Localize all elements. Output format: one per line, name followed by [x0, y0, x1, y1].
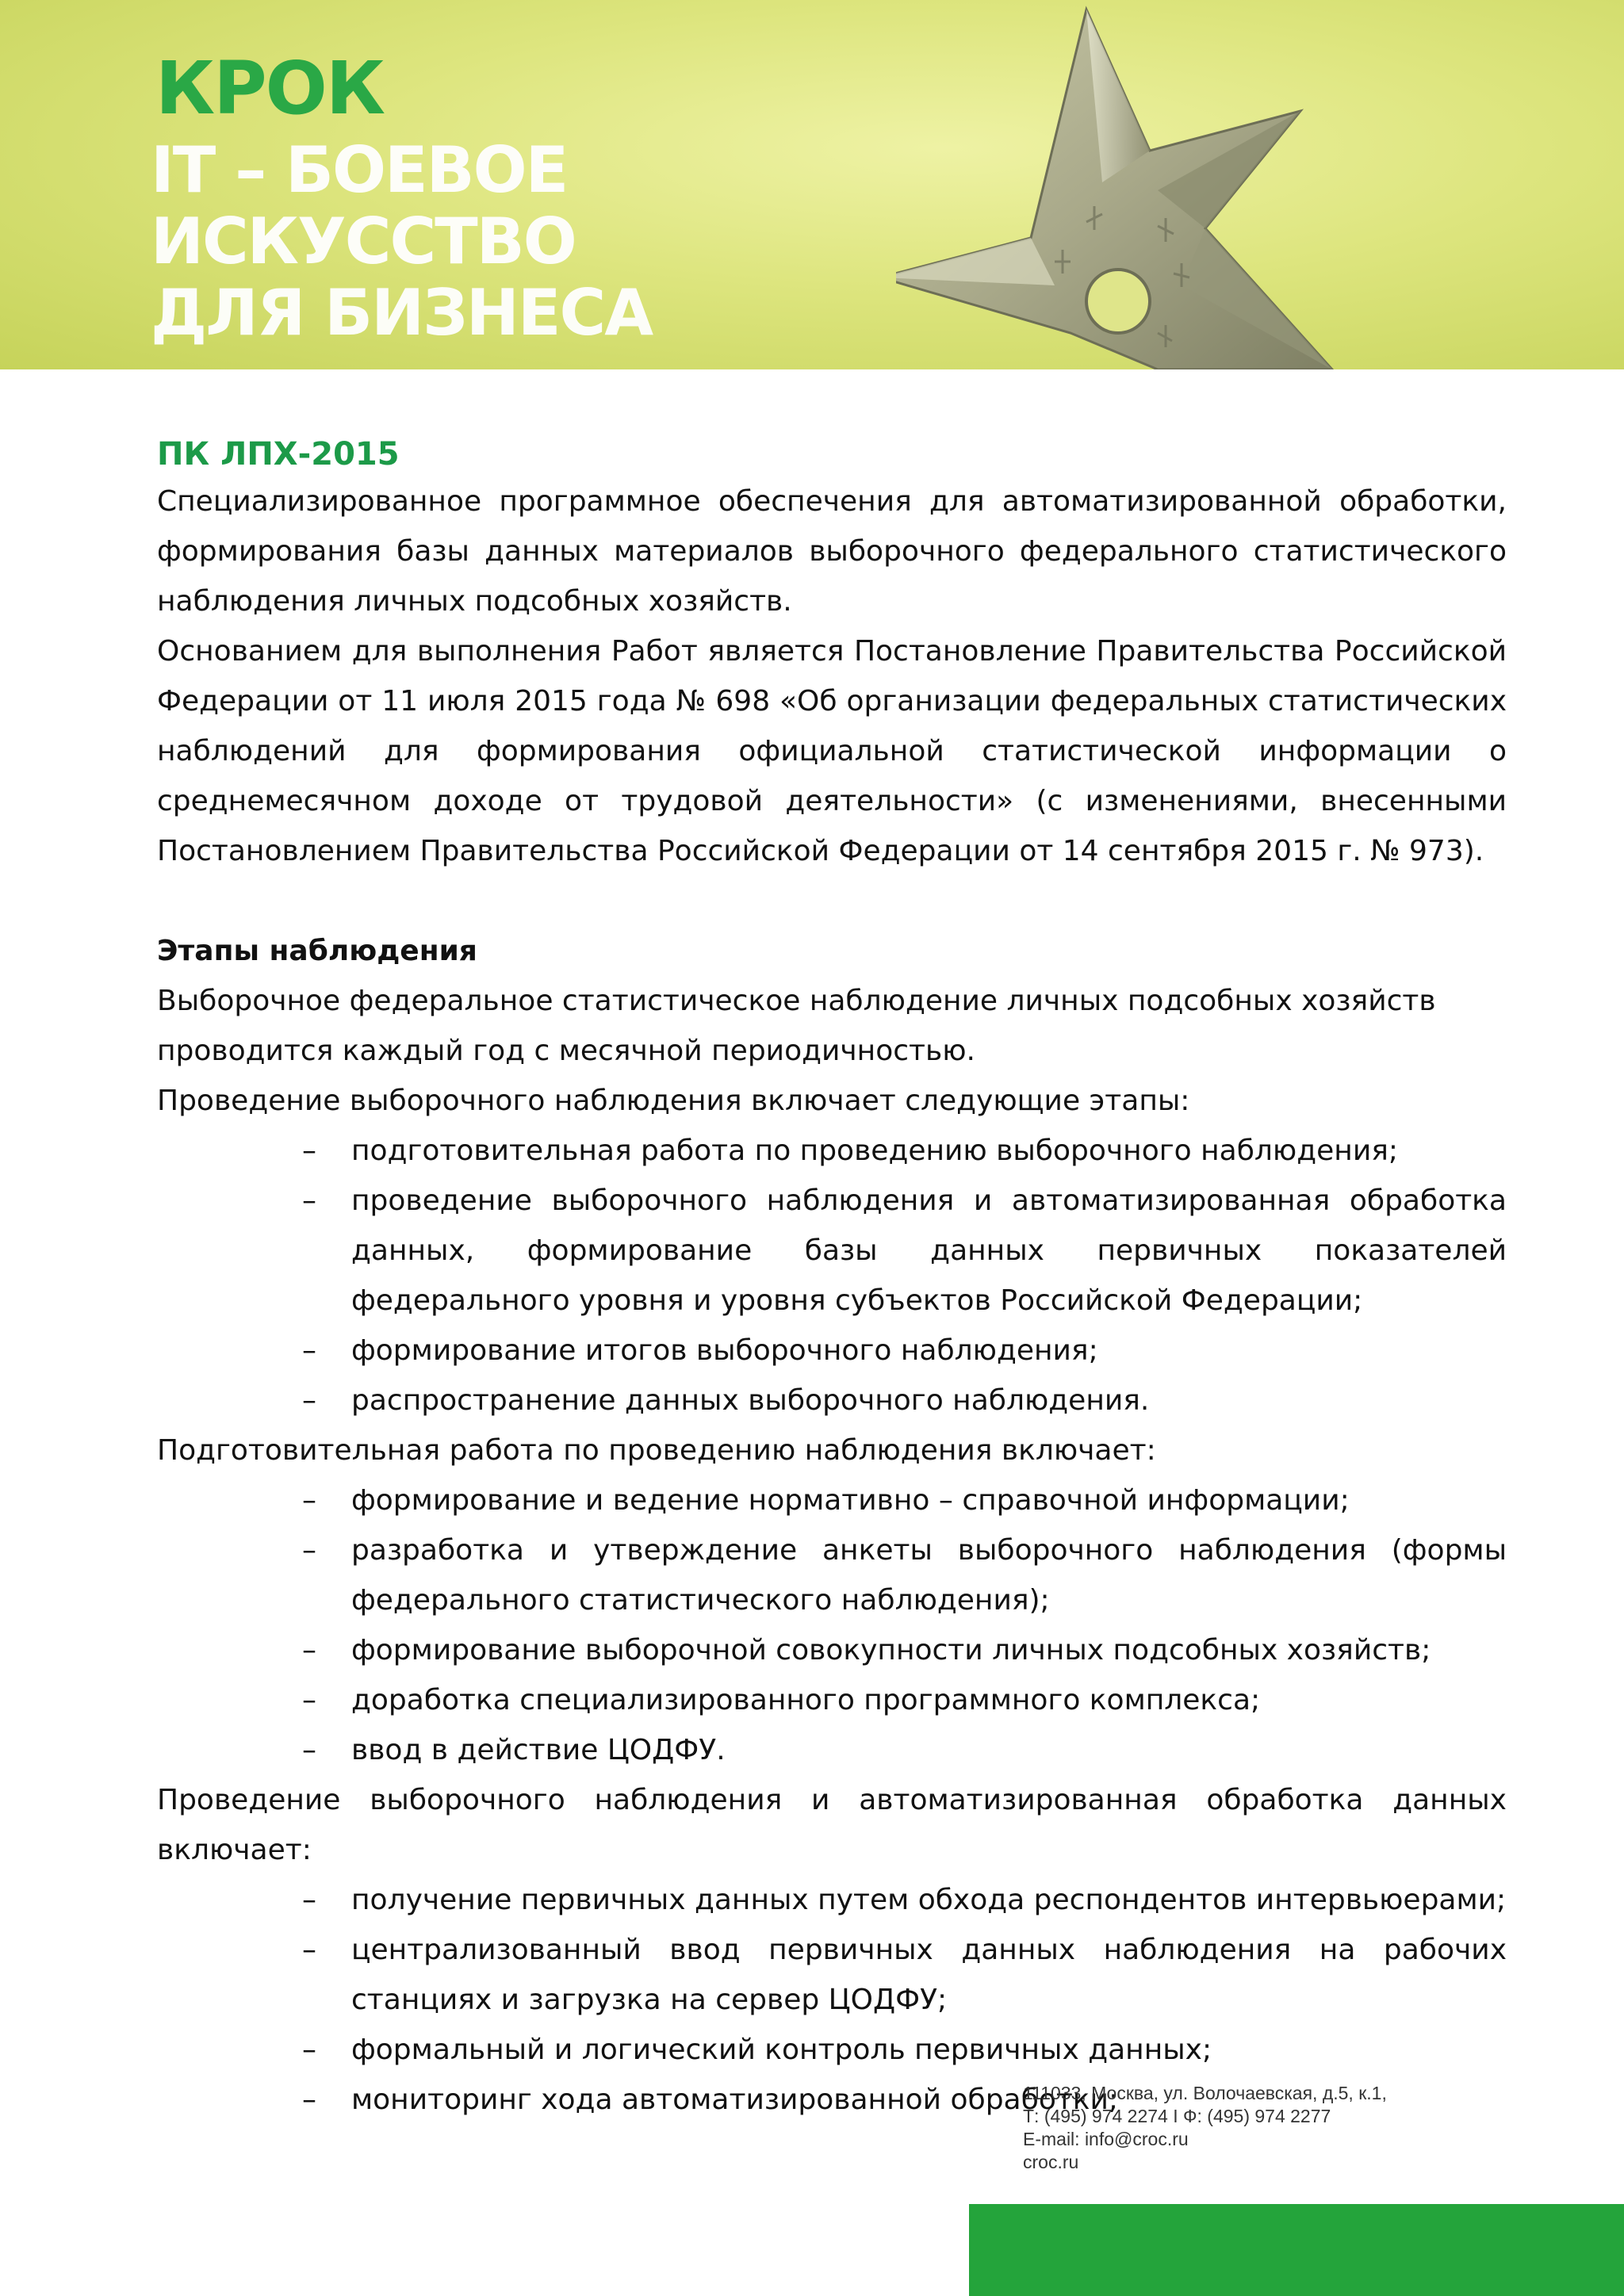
list-item: – получение первичных данных путем обхода респондентов интервьюерами;: [351, 1875, 1507, 1925]
slogan: [151, 135, 652, 349]
email-link[interactable]: E-mail: info@croc.ru: [1023, 2129, 1189, 2149]
prep-list: [157, 1475, 1507, 1775]
list-item: – формирование и ведение нормативно – справочной информации;: [351, 1475, 1507, 1525]
shuriken-illustration: [896, 0, 1624, 369]
contact-block: [1023, 2082, 1387, 2174]
document-title: ПК ЛПХ-2015: [157, 436, 400, 473]
intro-paragraph-1: Специализированное программное обеспечения для автоматизированной обработки, формирования базы данных материалов выборочного федерального статистического наблюдения личных подсобных хозяйств.: [157, 485, 1507, 618]
slogan-line-2: ИСКУССТВО: [151, 205, 576, 278]
footer-green-bar: [969, 2204, 1624, 2296]
prep-intro: Подготовительная работа по проведению наблюдения включает:: [157, 1434, 1156, 1467]
section-paragraph-3: Проведение выборочного наблюдения включает следующие этапы:: [157, 1085, 1190, 1117]
section-paragraph-2: проводится каждый год с месячной периодичностью.: [157, 1035, 975, 1067]
slogan-line-1: IT – БОЕВОЕ: [151, 133, 568, 207]
list-item: – мониторинг хода автоматизированной обработки;: [351, 2075, 1507, 2125]
postal-address: 111033, Москва, ул. Волочаевская, д.5, к.1,: [1023, 2083, 1387, 2103]
list-item: – формирование выборочной совокупности личных подсобных хозяйств;: [351, 1625, 1507, 1675]
intro-paragraph-2: Основанием для выполнения Работ является Постановление Правительства Российской Федерации от 11 июля 2015 года № 698 «Об организации федеральных статистических наблюдений для формирования официальной статистической информации о среднемесячном доходе от трудовой деятельности» (с изменениями, внесенными Постановлением Правительства Российской Федерации от 14 сентября 2015 г. № 973).: [157, 635, 1507, 867]
section-title-stages: Этапы наблюдения: [157, 935, 477, 967]
header-banner: [0, 0, 1624, 369]
phone-fax: Т: (495) 974 2274 I Ф: (495) 974 2277: [1023, 2106, 1331, 2126]
document-body: [157, 432, 1507, 2125]
section-paragraph-1: Выборочное федеральное статистическое наблюдение личных подсобных хозяйств: [157, 985, 1436, 1017]
slogan-line-3: ДЛЯ БИЗНЕСА: [151, 276, 653, 350]
list-item: – разработка и утверждение анкеты выборочного наблюдения (формы федерального статистического наблюдения);: [351, 1525, 1507, 1625]
list-item: – централизованный ввод первичных данных наблюдения на рабочих станциях и загрузка на сервер ЦОДФУ;: [351, 1925, 1507, 2025]
list-item: – формальный и логический контроль первичных данных;: [351, 2025, 1507, 2075]
list-item: – формирование итогов выборочного наблюдения;: [351, 1326, 1507, 1376]
process-intro: Проведение выборочного наблюдения и автоматизированная обработка данных включает:: [157, 1784, 1507, 1866]
list-item: – распространение данных выборочного наблюдения.: [351, 1376, 1507, 1425]
list-item: – подготовительная работа по проведению выборочного наблюдения;: [351, 1126, 1507, 1176]
list-item: – ввод в действие ЦОДФУ.: [351, 1725, 1507, 1775]
website-link[interactable]: croc.ru: [1023, 2152, 1079, 2172]
brand-logo: КРОК: [155, 46, 385, 131]
stages-list: [157, 1126, 1507, 1425]
list-item: – проведение выборочного наблюдения и автоматизированная обработка данных, формирование базы данных первичных показателей федерального уровня и уровня субъектов Российской Федерации;: [351, 1176, 1507, 1326]
list-item: – доработка специализированного программного комплекса;: [351, 1675, 1507, 1725]
